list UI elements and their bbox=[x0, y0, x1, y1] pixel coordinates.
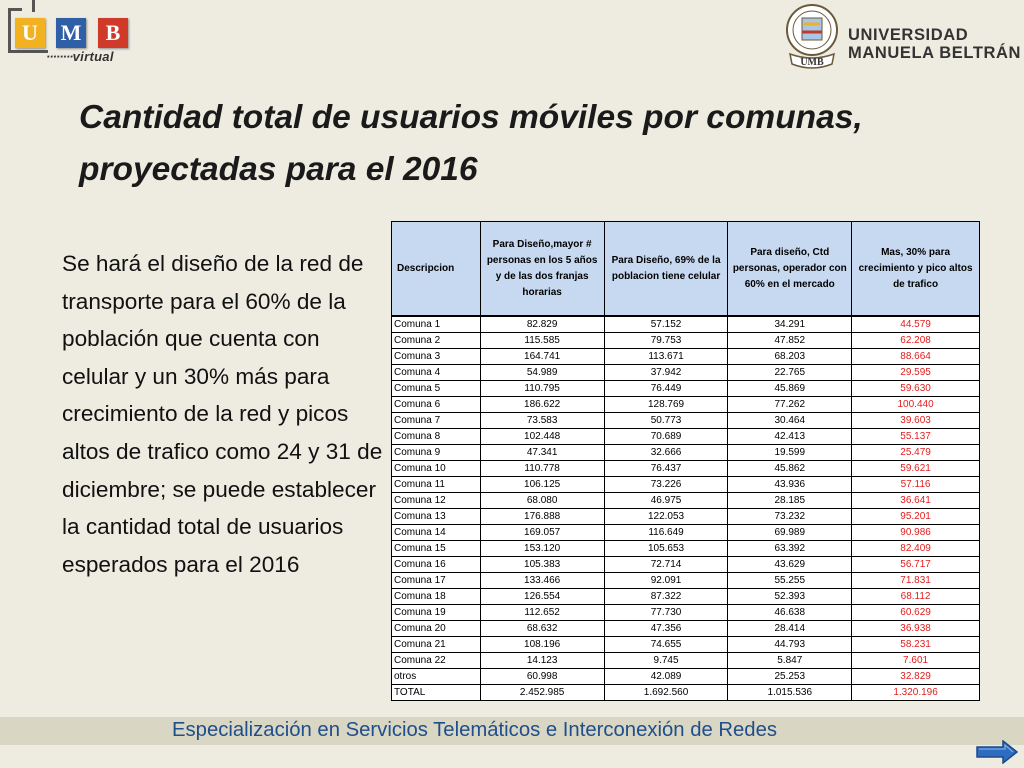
table-row bbox=[392, 573, 980, 589]
logo-letter-b: B bbox=[98, 18, 128, 48]
cell-value-3: 45.862 bbox=[728, 461, 852, 477]
cell-value-4: 25.479 bbox=[852, 445, 980, 461]
cell-value-4: 59.621 bbox=[852, 461, 980, 477]
table-row bbox=[392, 605, 980, 621]
university-name-line2: MANUELA BELTRÁN bbox=[848, 44, 1022, 62]
cell-value-4: 62.208 bbox=[852, 333, 980, 349]
arrow-right-icon bbox=[977, 741, 1017, 763]
cell-descripcion: Comuna 3 bbox=[392, 349, 481, 365]
cell-value-2: 42.089 bbox=[604, 669, 728, 685]
header-operador-60: Para diseño, Ctd personas, operador con 60% en el mercado bbox=[728, 222, 852, 317]
logo-frame-stub bbox=[32, 0, 35, 12]
cell-value-4: 90.986 bbox=[852, 525, 980, 541]
cell-value-3: 43.629 bbox=[728, 557, 852, 573]
cell-value-1: 82.829 bbox=[480, 316, 604, 333]
cell-value-1: 115.585 bbox=[480, 333, 604, 349]
cell-value-2: 79.753 bbox=[604, 333, 728, 349]
cell-descripcion: Comuna 20 bbox=[392, 621, 481, 637]
cell-value-3: 46.638 bbox=[728, 605, 852, 621]
cell-descripcion: Comuna 9 bbox=[392, 445, 481, 461]
footer-text: Especialización en Servicios Telemáticos e Interconexión de Redes bbox=[172, 719, 778, 741]
cell-value-4: 1.320.196 bbox=[852, 685, 980, 701]
next-slide-button[interactable] bbox=[975, 740, 1019, 764]
cell-value-4: 59.630 bbox=[852, 381, 980, 397]
cell-value-2: 92.091 bbox=[604, 573, 728, 589]
table-row bbox=[392, 445, 980, 461]
table-row bbox=[392, 316, 980, 333]
users-table bbox=[391, 221, 980, 701]
cell-descripcion: Comuna 4 bbox=[392, 365, 481, 381]
table-row bbox=[392, 413, 980, 429]
university-name-line1: UNIVERSIDAD bbox=[848, 26, 969, 44]
cell-value-1: 186.622 bbox=[480, 397, 604, 413]
cell-value-4: 55.137 bbox=[852, 429, 980, 445]
table-row bbox=[392, 637, 980, 653]
cell-value-4: 95.201 bbox=[852, 509, 980, 525]
cell-descripcion: Comuna 22 bbox=[392, 653, 481, 669]
cell-value-4: 36.938 bbox=[852, 621, 980, 637]
cell-value-3: 77.262 bbox=[728, 397, 852, 413]
cell-value-2: 113.671 bbox=[604, 349, 728, 365]
cell-value-3: 5.847 bbox=[728, 653, 852, 669]
cell-value-3: 42.413 bbox=[728, 429, 852, 445]
cell-value-3: 45.869 bbox=[728, 381, 852, 397]
cell-value-4: 58.231 bbox=[852, 637, 980, 653]
cell-value-2: 47.356 bbox=[604, 621, 728, 637]
cell-value-3: 73.232 bbox=[728, 509, 852, 525]
cell-descripcion: Comuna 13 bbox=[392, 509, 481, 525]
cell-value-2: 76.449 bbox=[604, 381, 728, 397]
cell-value-1: 60.998 bbox=[480, 669, 604, 685]
table-row bbox=[392, 461, 980, 477]
cell-value-4: 39.603 bbox=[852, 413, 980, 429]
cell-value-2: 87.322 bbox=[604, 589, 728, 605]
cell-value-1: 133.466 bbox=[480, 573, 604, 589]
cell-value-2: 1.692.560 bbox=[604, 685, 728, 701]
cell-descripcion: Comuna 5 bbox=[392, 381, 481, 397]
cell-descripcion: Comuna 10 bbox=[392, 461, 481, 477]
cell-value-4: 32.829 bbox=[852, 669, 980, 685]
table-row bbox=[392, 669, 980, 685]
cell-value-3: 1.015.536 bbox=[728, 685, 852, 701]
cell-value-1: 106.125 bbox=[480, 477, 604, 493]
cell-descripcion: Comuna 17 bbox=[392, 573, 481, 589]
cell-value-4: 71.831 bbox=[852, 573, 980, 589]
cell-descripcion: Comuna 1 bbox=[392, 316, 481, 333]
cell-value-4: 7.601 bbox=[852, 653, 980, 669]
cell-value-1: 126.554 bbox=[480, 589, 604, 605]
cell-descripcion: Comuna 16 bbox=[392, 557, 481, 573]
table-row bbox=[392, 381, 980, 397]
cell-value-1: 14.123 bbox=[480, 653, 604, 669]
cell-value-3: 28.414 bbox=[728, 621, 852, 637]
cell-value-1: 108.196 bbox=[480, 637, 604, 653]
cell-value-3: 28.185 bbox=[728, 493, 852, 509]
logo-frame-top bbox=[8, 8, 22, 11]
cell-value-3: 25.253 bbox=[728, 669, 852, 685]
cell-value-4: 44.579 bbox=[852, 316, 980, 333]
cell-descripcion: TOTAL bbox=[392, 685, 481, 701]
cell-value-1: 112.652 bbox=[480, 605, 604, 621]
table-row bbox=[392, 349, 980, 365]
cell-descripcion: Comuna 7 bbox=[392, 413, 481, 429]
cell-value-1: 54.989 bbox=[480, 365, 604, 381]
cell-descripcion: Comuna 21 bbox=[392, 637, 481, 653]
cell-descripcion: Comuna 8 bbox=[392, 429, 481, 445]
table-body bbox=[392, 316, 980, 701]
cell-value-2: 70.689 bbox=[604, 429, 728, 445]
cell-value-2: 122.053 bbox=[604, 509, 728, 525]
cell-value-3: 30.464 bbox=[728, 413, 852, 429]
cell-value-4: 68.112 bbox=[852, 589, 980, 605]
logo-letter-u: U bbox=[15, 18, 45, 48]
cell-value-3: 63.392 bbox=[728, 541, 852, 557]
cell-value-1: 68.080 bbox=[480, 493, 604, 509]
cell-value-4: 29.595 bbox=[852, 365, 980, 381]
cell-value-1: 164.741 bbox=[480, 349, 604, 365]
cell-value-1: 110.778 bbox=[480, 461, 604, 477]
table-row bbox=[392, 333, 980, 349]
university-name bbox=[848, 26, 1021, 62]
cell-value-4: 88.664 bbox=[852, 349, 980, 365]
cell-descripcion: Comuna 12 bbox=[392, 493, 481, 509]
cell-value-3: 43.936 bbox=[728, 477, 852, 493]
cell-value-1: 110.795 bbox=[480, 381, 604, 397]
cell-descripcion: otros bbox=[392, 669, 481, 685]
cell-value-2: 73.226 bbox=[604, 477, 728, 493]
cell-value-1: 102.448 bbox=[480, 429, 604, 445]
cell-value-2: 72.714 bbox=[604, 557, 728, 573]
cell-value-1: 169.057 bbox=[480, 525, 604, 541]
cell-descripcion: Comuna 18 bbox=[392, 589, 481, 605]
header-crecimiento-30: Mas, 30% para crecimiento y pico altos de trafico bbox=[852, 222, 980, 317]
cell-value-4: 60.629 bbox=[852, 605, 980, 621]
table-header-row bbox=[392, 222, 980, 317]
cell-descripcion: Comuna 15 bbox=[392, 541, 481, 557]
cell-value-1: 73.583 bbox=[480, 413, 604, 429]
cell-descripcion: Comuna 6 bbox=[392, 397, 481, 413]
table-row bbox=[392, 685, 980, 701]
table-row bbox=[392, 525, 980, 541]
cell-value-2: 76.437 bbox=[604, 461, 728, 477]
table-row bbox=[392, 557, 980, 573]
logo-letter-m: M bbox=[56, 18, 86, 48]
cell-descripcion: Comuna 19 bbox=[392, 605, 481, 621]
table-row bbox=[392, 621, 980, 637]
cell-value-2: 77.730 bbox=[604, 605, 728, 621]
cell-value-3: 47.852 bbox=[728, 333, 852, 349]
cell-value-3: 22.765 bbox=[728, 365, 852, 381]
cell-value-1: 105.383 bbox=[480, 557, 604, 573]
cell-value-2: 9.745 bbox=[604, 653, 728, 669]
cell-value-4: 100.440 bbox=[852, 397, 980, 413]
table-row bbox=[392, 477, 980, 493]
university-logo bbox=[776, 0, 1024, 82]
cell-value-2: 50.773 bbox=[604, 413, 728, 429]
cell-descripcion: Comuna 11 bbox=[392, 477, 481, 493]
cell-value-3: 34.291 bbox=[728, 316, 852, 333]
header-max-personas: Para Diseño,mayor # personas en los 5 años y de las dos franjas horarias bbox=[480, 222, 604, 317]
university-seal-icon bbox=[782, 2, 842, 72]
cell-value-4: 57.116 bbox=[852, 477, 980, 493]
table-row bbox=[392, 589, 980, 605]
cell-value-2: 37.942 bbox=[604, 365, 728, 381]
logo-subtitle: ········virtual bbox=[46, 49, 114, 64]
cell-value-2: 46.975 bbox=[604, 493, 728, 509]
table-row bbox=[392, 509, 980, 525]
table-row bbox=[392, 541, 980, 557]
table-row bbox=[392, 429, 980, 445]
cell-value-4: 56.717 bbox=[852, 557, 980, 573]
cell-descripcion: Comuna 14 bbox=[392, 525, 481, 541]
cell-value-2: 116.649 bbox=[604, 525, 728, 541]
cell-value-3: 69.989 bbox=[728, 525, 852, 541]
cell-value-3: 19.599 bbox=[728, 445, 852, 461]
cell-value-3: 44.793 bbox=[728, 637, 852, 653]
cell-value-1: 153.120 bbox=[480, 541, 604, 557]
cell-value-1: 2.452.985 bbox=[480, 685, 604, 701]
slide-body-text: Se hará el diseño de la red de transporte para el 60% de la población que cuenta con celular y un 30% más para crecimiento de la red y picos altos de trafico como 24 y 31 de diciembre; se puede establecer la cantidad total de usuarios esperados para el 2016 bbox=[62, 251, 383, 577]
cell-value-1: 47.341 bbox=[480, 445, 604, 461]
table-row bbox=[392, 493, 980, 509]
table-row bbox=[392, 397, 980, 413]
logo-frame-bottom bbox=[8, 50, 48, 53]
seal-text: UMB bbox=[800, 57, 824, 68]
cell-value-2: 105.653 bbox=[604, 541, 728, 557]
cell-value-1: 176.888 bbox=[480, 509, 604, 525]
cell-value-3: 55.255 bbox=[728, 573, 852, 589]
header-descripcion: Descripcion bbox=[392, 222, 481, 317]
header-poblacion-celular: Para Diseño, 69% de la poblacion tiene celular bbox=[604, 222, 728, 317]
table-row bbox=[392, 653, 980, 669]
cell-value-3: 52.393 bbox=[728, 589, 852, 605]
slide-title: Cantidad total de usuarios móviles por comunas, proyectadas para el 2016 bbox=[79, 99, 863, 188]
cell-value-2: 74.655 bbox=[604, 637, 728, 653]
cell-value-4: 82.409 bbox=[852, 541, 980, 557]
umb-virtual-logo bbox=[0, 0, 140, 66]
cell-value-1: 68.632 bbox=[480, 621, 604, 637]
cell-value-2: 32.666 bbox=[604, 445, 728, 461]
cell-value-2: 128.769 bbox=[604, 397, 728, 413]
logo-frame-left bbox=[8, 8, 11, 50]
cell-value-4: 36.641 bbox=[852, 493, 980, 509]
cell-descripcion: Comuna 2 bbox=[392, 333, 481, 349]
table-row bbox=[392, 365, 980, 381]
cell-value-3: 68.203 bbox=[728, 349, 852, 365]
cell-value-2: 57.152 bbox=[604, 316, 728, 333]
